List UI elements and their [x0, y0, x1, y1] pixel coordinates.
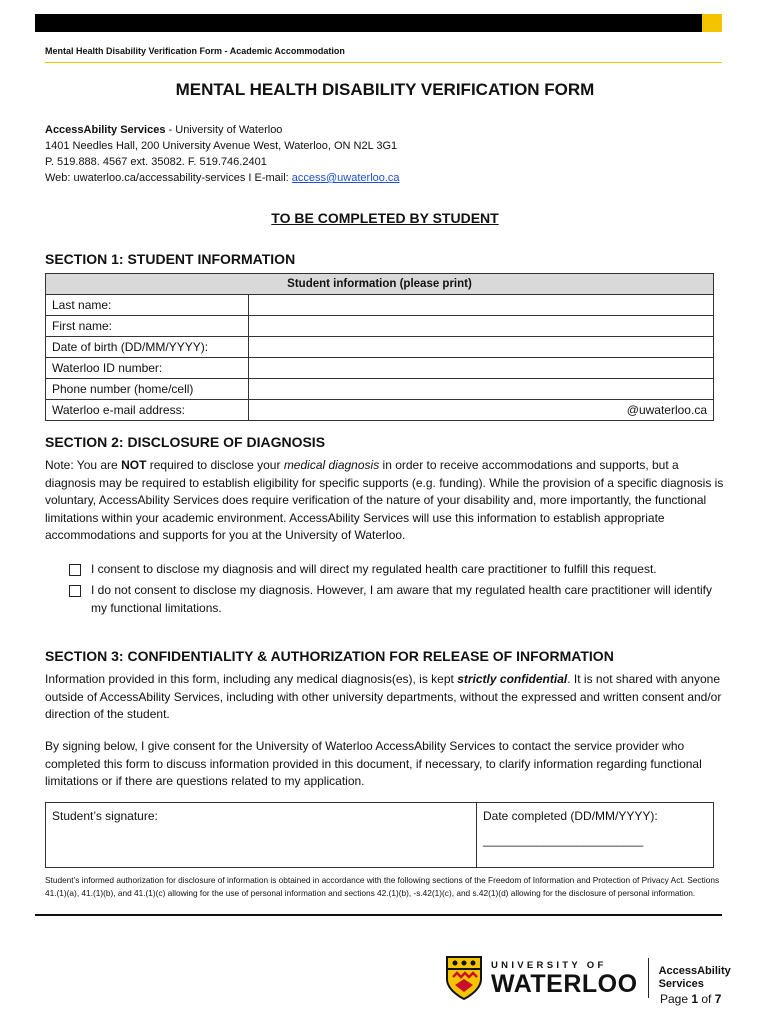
- last-name-field[interactable]: [249, 295, 714, 316]
- no-consent-label: I do not consent to disclose my diagnosis. However, I am aware that my regulated health care practitioner will identify my functional limitations.: [91, 583, 712, 615]
- conf-text: . It is not shared with anyone outside of AccessAbility Services, including with other university departments, without the expressed and written consent and/or direction of the student.: [45, 672, 722, 721]
- page-current: 1: [691, 992, 699, 1006]
- web-line: Web: uwaterloo.ca/accessability-services I E-mail:: [45, 172, 292, 184]
- phone-field[interactable]: [249, 379, 714, 400]
- last-name-label: Last name:: [46, 295, 249, 316]
- logo-university-of: UNIVERSITY OF: [491, 959, 607, 971]
- header-accent: [702, 14, 722, 32]
- email-label: Waterloo e-mail address:: [46, 400, 249, 421]
- signature-table: [45, 802, 714, 868]
- student-info-table: [45, 273, 714, 421]
- page-of: of: [698, 992, 715, 1006]
- footer-rule: [35, 914, 722, 916]
- note-text: Note: You are: [45, 458, 122, 472]
- id-number-field[interactable]: [249, 358, 714, 379]
- page-total: 7: [714, 992, 722, 1006]
- consent-checkbox[interactable]: [69, 564, 81, 576]
- dob-label: Date of birth (DD/MM/YYYY):: [46, 337, 249, 358]
- no-consent-checkbox[interactable]: [69, 585, 81, 597]
- consent-option[interactable]: [69, 561, 719, 579]
- dob-field[interactable]: [249, 337, 714, 358]
- first-name-field[interactable]: [249, 316, 714, 337]
- logo-waterloo: WATERLOO: [491, 969, 638, 998]
- disclosure-note: [45, 457, 725, 545]
- table-row: [46, 358, 714, 379]
- phone-fax: P. 519.888. 4567 ext. 35082. F. 519.746.2401: [45, 156, 267, 168]
- signature-cell[interactable]: [46, 803, 477, 868]
- form-title: MENTAL HEALTH DISABILITY VERIFICATION FORM: [175, 80, 595, 99]
- first-name-label: First name:: [46, 316, 249, 337]
- address: 1401 Needles Hall, 200 University Avenue West, Waterloo, ON N2L 3G1: [45, 140, 398, 152]
- note-text: required to disclose your: [146, 458, 284, 472]
- note-text: in order to receive accommodations and supports, but a diagnosis may be required to establish eligibility for specific supports (e.g. funding). While the provision of a specific diagnosis is voluntary, AccessAbility Services does require verification of the nature of your disability and, more importantly, the functional limitations within your academic environment. AccessAbility Services will use this information to establish appropriate accommodations and supports for you at the University of Waterloo.: [45, 458, 724, 542]
- running-header: Mental Health Disability Verification Form - Academic Accommodation: [45, 46, 345, 56]
- table-row: [46, 316, 714, 337]
- signature-label: Student’s signature:: [52, 809, 158, 823]
- email-field[interactable]: @uwaterloo.ca: [249, 400, 714, 421]
- header-bar: [35, 14, 722, 32]
- logo-services: Services: [658, 978, 704, 990]
- date-cell[interactable]: [477, 803, 714, 868]
- conf-text: Information provided in this form, including any medical diagnosis(es), is kept: [45, 672, 458, 686]
- student-instructions-heading: TO BE COMPLETED BY STUDENT: [271, 210, 499, 226]
- email-link[interactable]: access@uwaterloo.ca: [291, 172, 400, 184]
- note-italic: medical diagnosis: [283, 458, 380, 472]
- table-header: Student information (please print): [46, 274, 714, 295]
- note-emphasis: NOT: [121, 458, 147, 472]
- no-consent-option[interactable]: [69, 582, 719, 617]
- table-row: [46, 400, 714, 421]
- page-number: [660, 992, 721, 1006]
- section1-heading: SECTION 1: STUDENT INFORMATION: [45, 251, 296, 267]
- id-number-label: Waterloo ID number:: [46, 358, 249, 379]
- page-prefix: Page: [660, 992, 692, 1006]
- date-label: Date completed (DD/MM/YYYY):: [483, 809, 658, 823]
- table-row: [46, 379, 714, 400]
- contact-block: [45, 122, 400, 186]
- table-row: [46, 337, 714, 358]
- logo-accessability: AccessAbility: [658, 965, 731, 977]
- conf-emphasis: strictly confidential: [457, 672, 568, 686]
- section3-heading: SECTION 3: CONFIDENTIALITY & AUTHORIZATION FOR RELEASE OF INFORMATION: [45, 648, 614, 664]
- table-row: [46, 295, 714, 316]
- section2-heading: SECTION 2: DISCLOSURE OF DIAGNOSIS: [45, 434, 326, 450]
- date-line: ________________________: [483, 833, 644, 847]
- consent-paragraph: By signing below, I give consent for the University of Waterloo AccessAbility Services to contact the service provider who completed this form to discuss information provided in this document, if necessary, to clarify information regarding functional limitations or if there are questions related to my application.: [45, 739, 702, 788]
- footnote: Student’s informed authorization for disclosure of information is obtained in accordance with the following sections of the Freedom of Information and Protection of Privacy Act. Sections 41.(1)(a), 41.(1)(b), and 41.(1)(c) allowing for the use of personal information and sections 42.(1)(b), -s.42(1)(c), and s.42(1)(d) allowing for the disclosure of personal information.: [45, 875, 720, 898]
- org-name: AccessAbility Services: [45, 124, 166, 136]
- logo-divider: [648, 958, 649, 998]
- shield-icon: [445, 955, 483, 1001]
- org-suffix: - University of Waterloo: [165, 124, 283, 136]
- confidentiality-paragraph: [45, 671, 725, 724]
- consent-label: I consent to disclose my diagnosis and will direct my regulated health care practitioner to fulfill this request.: [91, 562, 657, 576]
- header-rule: [45, 62, 722, 63]
- phone-label: Phone number (home/cell): [46, 379, 249, 400]
